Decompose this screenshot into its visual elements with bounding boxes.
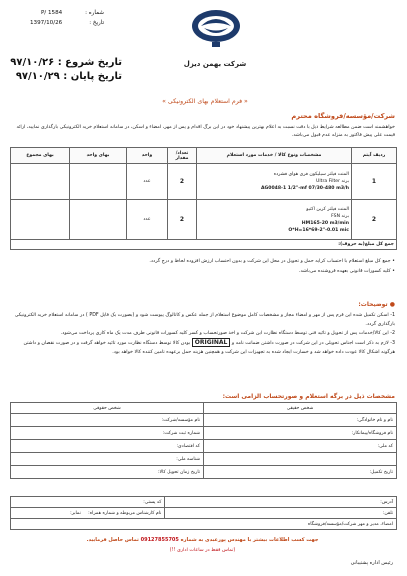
item-unit: عدد bbox=[127, 164, 168, 200]
col-unitprice-header: بهای واحد bbox=[70, 148, 127, 164]
total-price-cell[interactable] bbox=[11, 164, 70, 200]
table-row bbox=[11, 453, 397, 466]
real-field[interactable]: تاریخ تکمیل: bbox=[204, 466, 397, 479]
real-field[interactable] bbox=[204, 453, 397, 466]
notes bbox=[10, 311, 395, 357]
postal-code-field[interactable]: کد پستی: bbox=[11, 497, 165, 508]
table-row bbox=[11, 414, 397, 427]
bullet-1: • جمع کل مبلغ استعلام با احتساب کرایه حمل و تحویل در محل این شرکت و بدون احتساب ارزش افزوده لحاظ و درج گردد. bbox=[149, 259, 395, 264]
seller-info-header bbox=[11, 403, 397, 414]
address-field[interactable]: آدرس: bbox=[165, 497, 397, 508]
col-row-header: ردیف آیتم bbox=[352, 148, 397, 164]
legal-field[interactable]: کد اقتصادی: bbox=[11, 440, 204, 453]
seller-contact-field[interactable] bbox=[11, 508, 165, 519]
contact-line bbox=[10, 537, 395, 543]
table-row bbox=[11, 519, 397, 530]
legal-field[interactable]: شناسه ملی: bbox=[11, 453, 204, 466]
office-hours-note: (تماس فقط در ساعات اداری !!) bbox=[169, 548, 236, 553]
form-title: « فرم استعلام بهای الکترونیکی » bbox=[162, 98, 248, 105]
doc-date-row bbox=[12, 18, 104, 28]
company-name: شرکت بهمن دیزل bbox=[183, 60, 247, 68]
item-line: O*H=16*69-2"-0.01 mic bbox=[288, 227, 349, 233]
unit-price-cell[interactable] bbox=[70, 164, 127, 200]
col-legal-person: شخص حقوقی bbox=[11, 403, 204, 414]
doc-number-label: شماره : bbox=[85, 10, 104, 16]
item-line: المنت فیلتر کربن اکتیو bbox=[306, 206, 349, 212]
unit-price-cell[interactable] bbox=[70, 200, 127, 240]
real-field[interactable]: نام فروشگاه/پیمانکار: bbox=[204, 427, 397, 440]
contact-phone[interactable]: 09127855705 bbox=[140, 537, 179, 543]
signatory-title: رئیس اداره پشتیبانی bbox=[350, 560, 393, 566]
real-field[interactable]: نام و نام خانوادگی: bbox=[204, 414, 397, 427]
col-qty-header: تعداد/ مقدار bbox=[168, 148, 197, 164]
table-row bbox=[11, 440, 397, 453]
phone-label: تلفن: bbox=[382, 510, 393, 516]
item-description bbox=[197, 200, 352, 240]
item-line: HM165-20 m3/min bbox=[301, 220, 349, 226]
intro-text: خواهشمند است ضمن مطالعه شرایط ذیل با دقت نسبت به اعلام بهترین پیشنهاد خود در این برگ اقدام و پس از مهر، امضاء و اسکن، در سامانه استعلام خرید الکترونیکی بارگذاری نمایید، ارائه قیمت علی پیش فاکتور به منزله عدم قبول می‌باشد. bbox=[16, 125, 395, 138]
stamp-field[interactable]: امضاء، مدیر و مهر شرکت/مؤسسه/فروشگاه bbox=[11, 519, 397, 530]
bullet-2: • کلیه کسورات قانونی بعهده فروشنده می‌باشد. bbox=[298, 269, 395, 274]
item-description bbox=[197, 164, 352, 200]
doc-number-value: P/ 1584 bbox=[40, 10, 63, 16]
col-unit-header: واحد bbox=[127, 148, 168, 164]
note-1: 1- اسکن تکمیل شده این فرم پس از مهر و امضاء مجاز و مشخصات کامل موضوع استعلام از جمله عکس و کاتالوگ پیوست شود و (بصورت یک فایل PDF ) در سامانه استعلام خرید الکترونیکی بارگذاری گردد. bbox=[14, 313, 395, 327]
col-desc-header: مشخصات ونوع کالا / خدمات مورد استعلام bbox=[197, 148, 352, 164]
contact-text-after: تماس حاصل فرمایید. bbox=[86, 537, 139, 543]
doc-number-box bbox=[12, 8, 104, 46]
items-header-row bbox=[11, 148, 397, 164]
seller-contact-label: نام کارشناس مربوطه و شماره همراه: bbox=[88, 510, 162, 516]
contact-text: جهت کسب اطلاعات بیشتر با مهندس پورعبدی به شماره bbox=[180, 537, 319, 543]
item-line: برند Ultra Filter bbox=[316, 179, 349, 184]
legal-field[interactable]: نام مؤسسه/شرکت: bbox=[11, 414, 204, 427]
table-row bbox=[11, 497, 397, 508]
fax-label: نمابر: bbox=[70, 510, 81, 516]
item-line: برند FSN bbox=[331, 213, 349, 219]
section-title: شرکت/مؤسسه/فروشگاه محترم bbox=[291, 112, 395, 120]
note-2: 2- این کالا/خدمات پس از تحویل و تائید فنی توسط دستگاه نظارت این شرکت و اخذ صورتحساب و کسر کلیه کسورات قانونی طرف مدت یک ماه کاری پرداخت می‌شود. bbox=[60, 331, 395, 336]
start-date: تاریخ شروع : ۹۷/۱۰/۲۶ bbox=[10, 57, 122, 68]
col-total-header: بهای مجموع bbox=[11, 148, 70, 164]
seller-info-table bbox=[10, 402, 397, 479]
company-logo bbox=[188, 6, 244, 62]
item-qty: 2 bbox=[168, 200, 197, 240]
table-row bbox=[11, 508, 397, 519]
end-date: تاریخ پایان : ۹۷/۱۰/۲۹ bbox=[15, 71, 122, 82]
legal-field[interactable]: شماره ثبت شرکت: bbox=[11, 427, 204, 440]
table-row bbox=[11, 427, 397, 440]
doc-date-label: تاریخ : bbox=[89, 20, 104, 26]
logo-mark-icon bbox=[188, 6, 244, 62]
table-row bbox=[11, 200, 397, 240]
total-label[interactable]: جمع کل مبلغ(به حروف): bbox=[11, 240, 397, 250]
validity-dates bbox=[12, 56, 122, 84]
item-unit: عدد bbox=[127, 200, 168, 240]
table-row bbox=[11, 466, 397, 479]
real-field[interactable]: کد ملی: bbox=[204, 440, 397, 453]
doc-date-value: 1397/10/26 bbox=[29, 20, 63, 26]
phone-field[interactable] bbox=[165, 508, 397, 519]
note-3: 3- لازم به ذکر است اجناس تحویلی در این شرکت در صورت داشتن ضمانت نامه و ORIGINAL بودن کالا توسط دستگاه نظارت مورد تائید خواهد گرفت و در صورت نقصان و داشتن هرگونه اشکال کالا عودت داده خواهد شد و خسارت ایجاد شده به تجهیزات این شرکت و همچنین هزینه حمل برعهده تامین کننده کالا خواهد بود. bbox=[23, 339, 395, 355]
required-info-title: مشخصات ذیل در برگه استعلام و صورتحساب الزامی است: bbox=[222, 393, 395, 400]
doc-number-row bbox=[12, 8, 104, 18]
table-row bbox=[11, 164, 397, 200]
original-stamp: ORIGINAL bbox=[192, 338, 231, 347]
legal-field[interactable]: تاریخ زمان تحویل کالا: bbox=[11, 466, 204, 479]
row-number: 1 bbox=[352, 164, 397, 200]
item-line: المنت فیلتر سیلیکون فری هوای فشرده bbox=[273, 172, 349, 177]
item-line: AG0048-1 1/2"-mf 07/30-480 m3/h bbox=[260, 186, 349, 191]
items-table bbox=[10, 147, 397, 250]
item-qty: 2 bbox=[168, 164, 197, 200]
address-table bbox=[10, 496, 397, 530]
total-row bbox=[11, 240, 397, 250]
row-number: 2 bbox=[352, 200, 397, 240]
col-real-person: شخص حقیقی bbox=[204, 403, 397, 414]
total-price-cell[interactable] bbox=[11, 200, 70, 240]
notes-title: ● توضیحات: bbox=[358, 301, 395, 308]
